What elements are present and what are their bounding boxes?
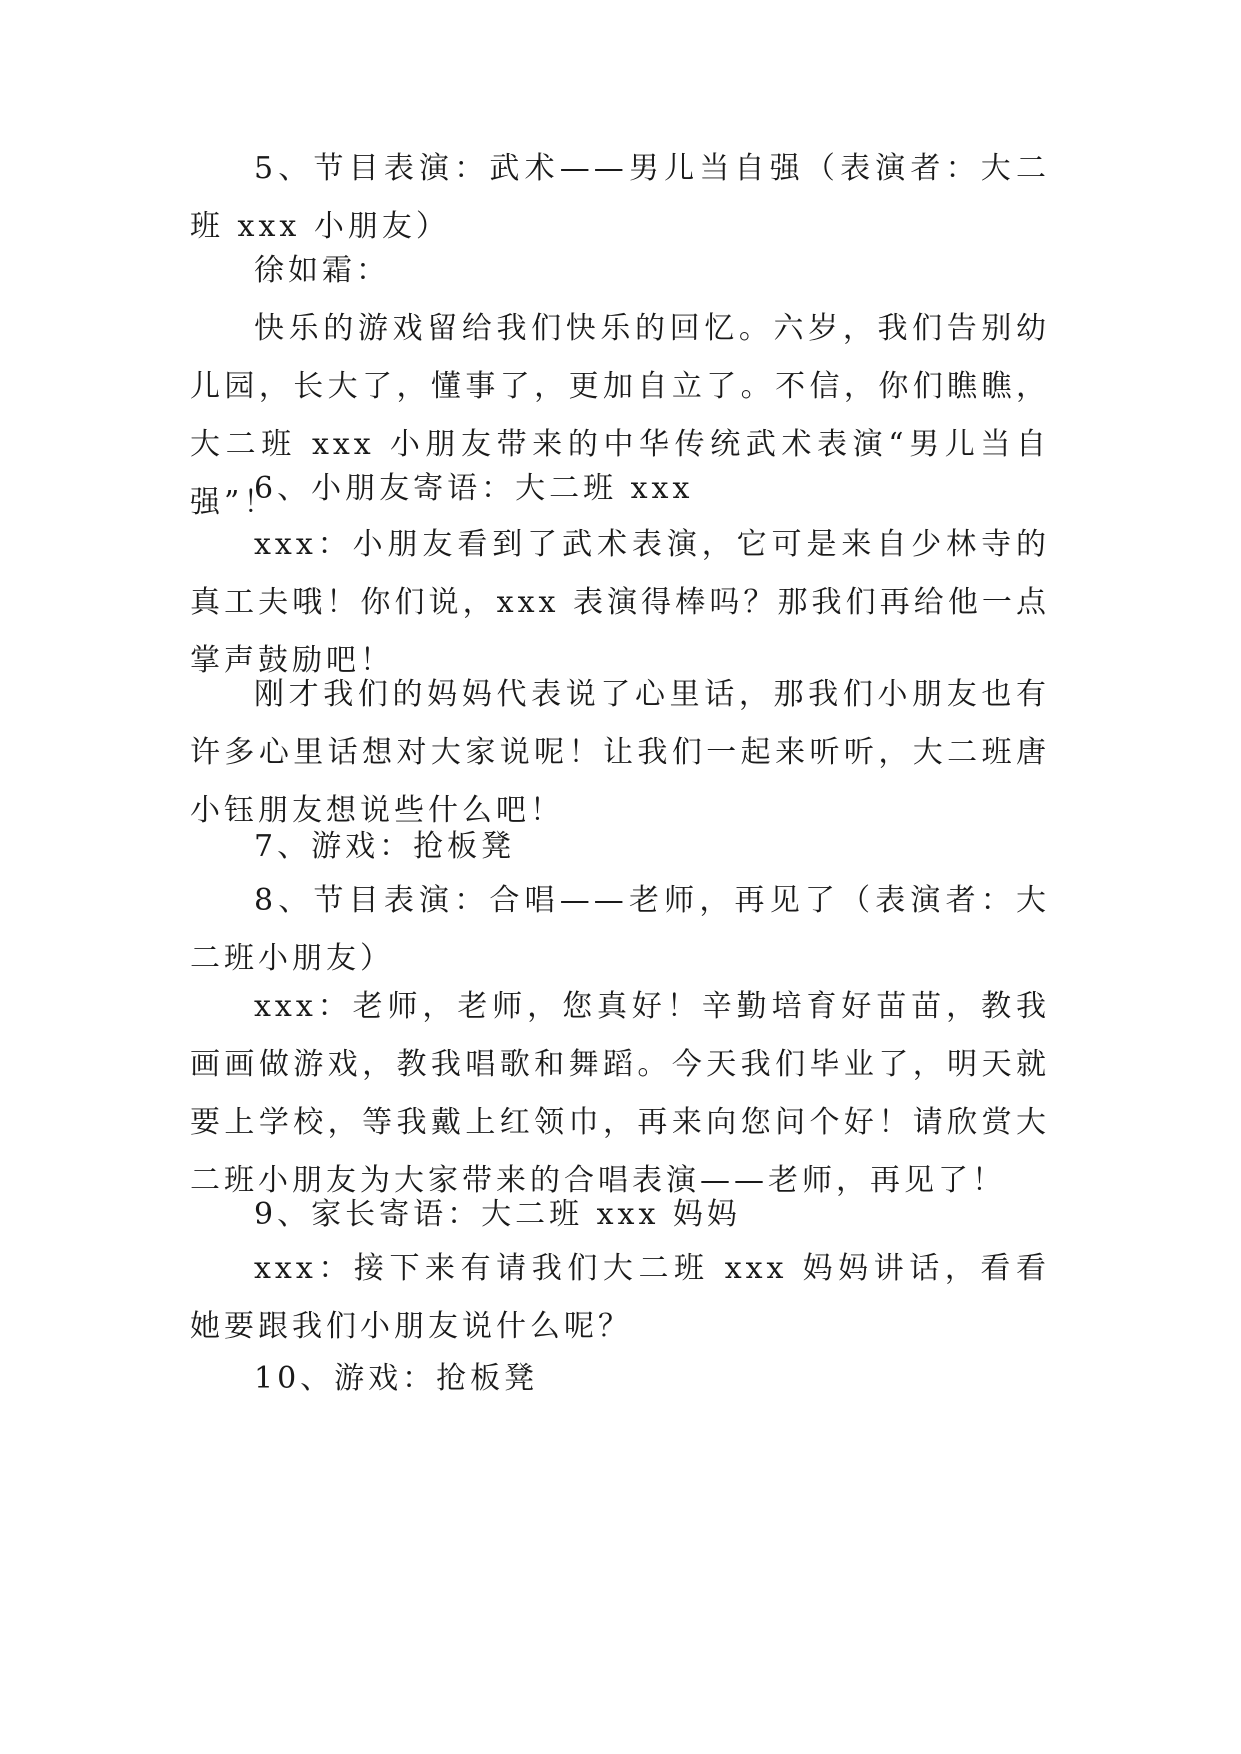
paragraph-host-speech-3: 刚才我们的妈妈代表说了心里话，那我们小朋友也有许多心里话想对大家说呢！让我们一起来听听，大二班唐小钰朋友想说些什么吧！ <box>190 677 1050 828</box>
paragraph-speaker-name: 徐如霜： <box>254 253 390 288</box>
paragraph-program-7: 7、游戏：抢板凳 <box>254 829 516 864</box>
paragraph-host-speech-1: 快乐的游戏留给我们快乐的回忆。六岁，我们告别幼儿园，长大了，懂事了，更加自立了。不信，你们瞧瞧，大二班 xxx 小朋友带来的中华传统武术表演“男儿当自强”！ <box>190 311 1050 520</box>
paragraph-program-5: 5、节目表演：武术——男儿当自强（表演者：大二班 xxx 小朋友） <box>190 151 1050 244</box>
paragraph-program-9: 9、家长寄语：大二班 xxx 妈妈 <box>254 1197 741 1232</box>
paragraph-program-6: 6、小朋友寄语：大二班 xxx <box>254 471 694 506</box>
paragraph-program-10: 10、游戏：抢板凳 <box>254 1361 539 1396</box>
paragraph-host-speech-2: xxx：小朋友看到了武术表演，它可是来自少林寺的真工夫哦！你们说，xxx 表演得棒吗？那我们再给他一点掌声鼓励吧！ <box>190 527 1050 678</box>
paragraph-host-speech-4: xxx：老师，老师，您真好！辛勤培育好苗苗，教我画画做游戏，教我唱歌和舞蹈。今天我们毕业了，明天就要上学校，等我戴上红领巾，再来向您问个好！请欣赏大二班小朋友为大家带来的合唱表演——老师，再见了！ <box>190 989 1050 1198</box>
paragraph-program-8: 8、节目表演：合唱——老师，再见了（表演者：大二班小朋友） <box>190 883 1050 976</box>
paragraph-host-speech-5: xxx：接下来有请我们大二班 xxx 妈妈讲话，看看她要跟我们小朋友说什么呢？ <box>190 1251 1050 1344</box>
